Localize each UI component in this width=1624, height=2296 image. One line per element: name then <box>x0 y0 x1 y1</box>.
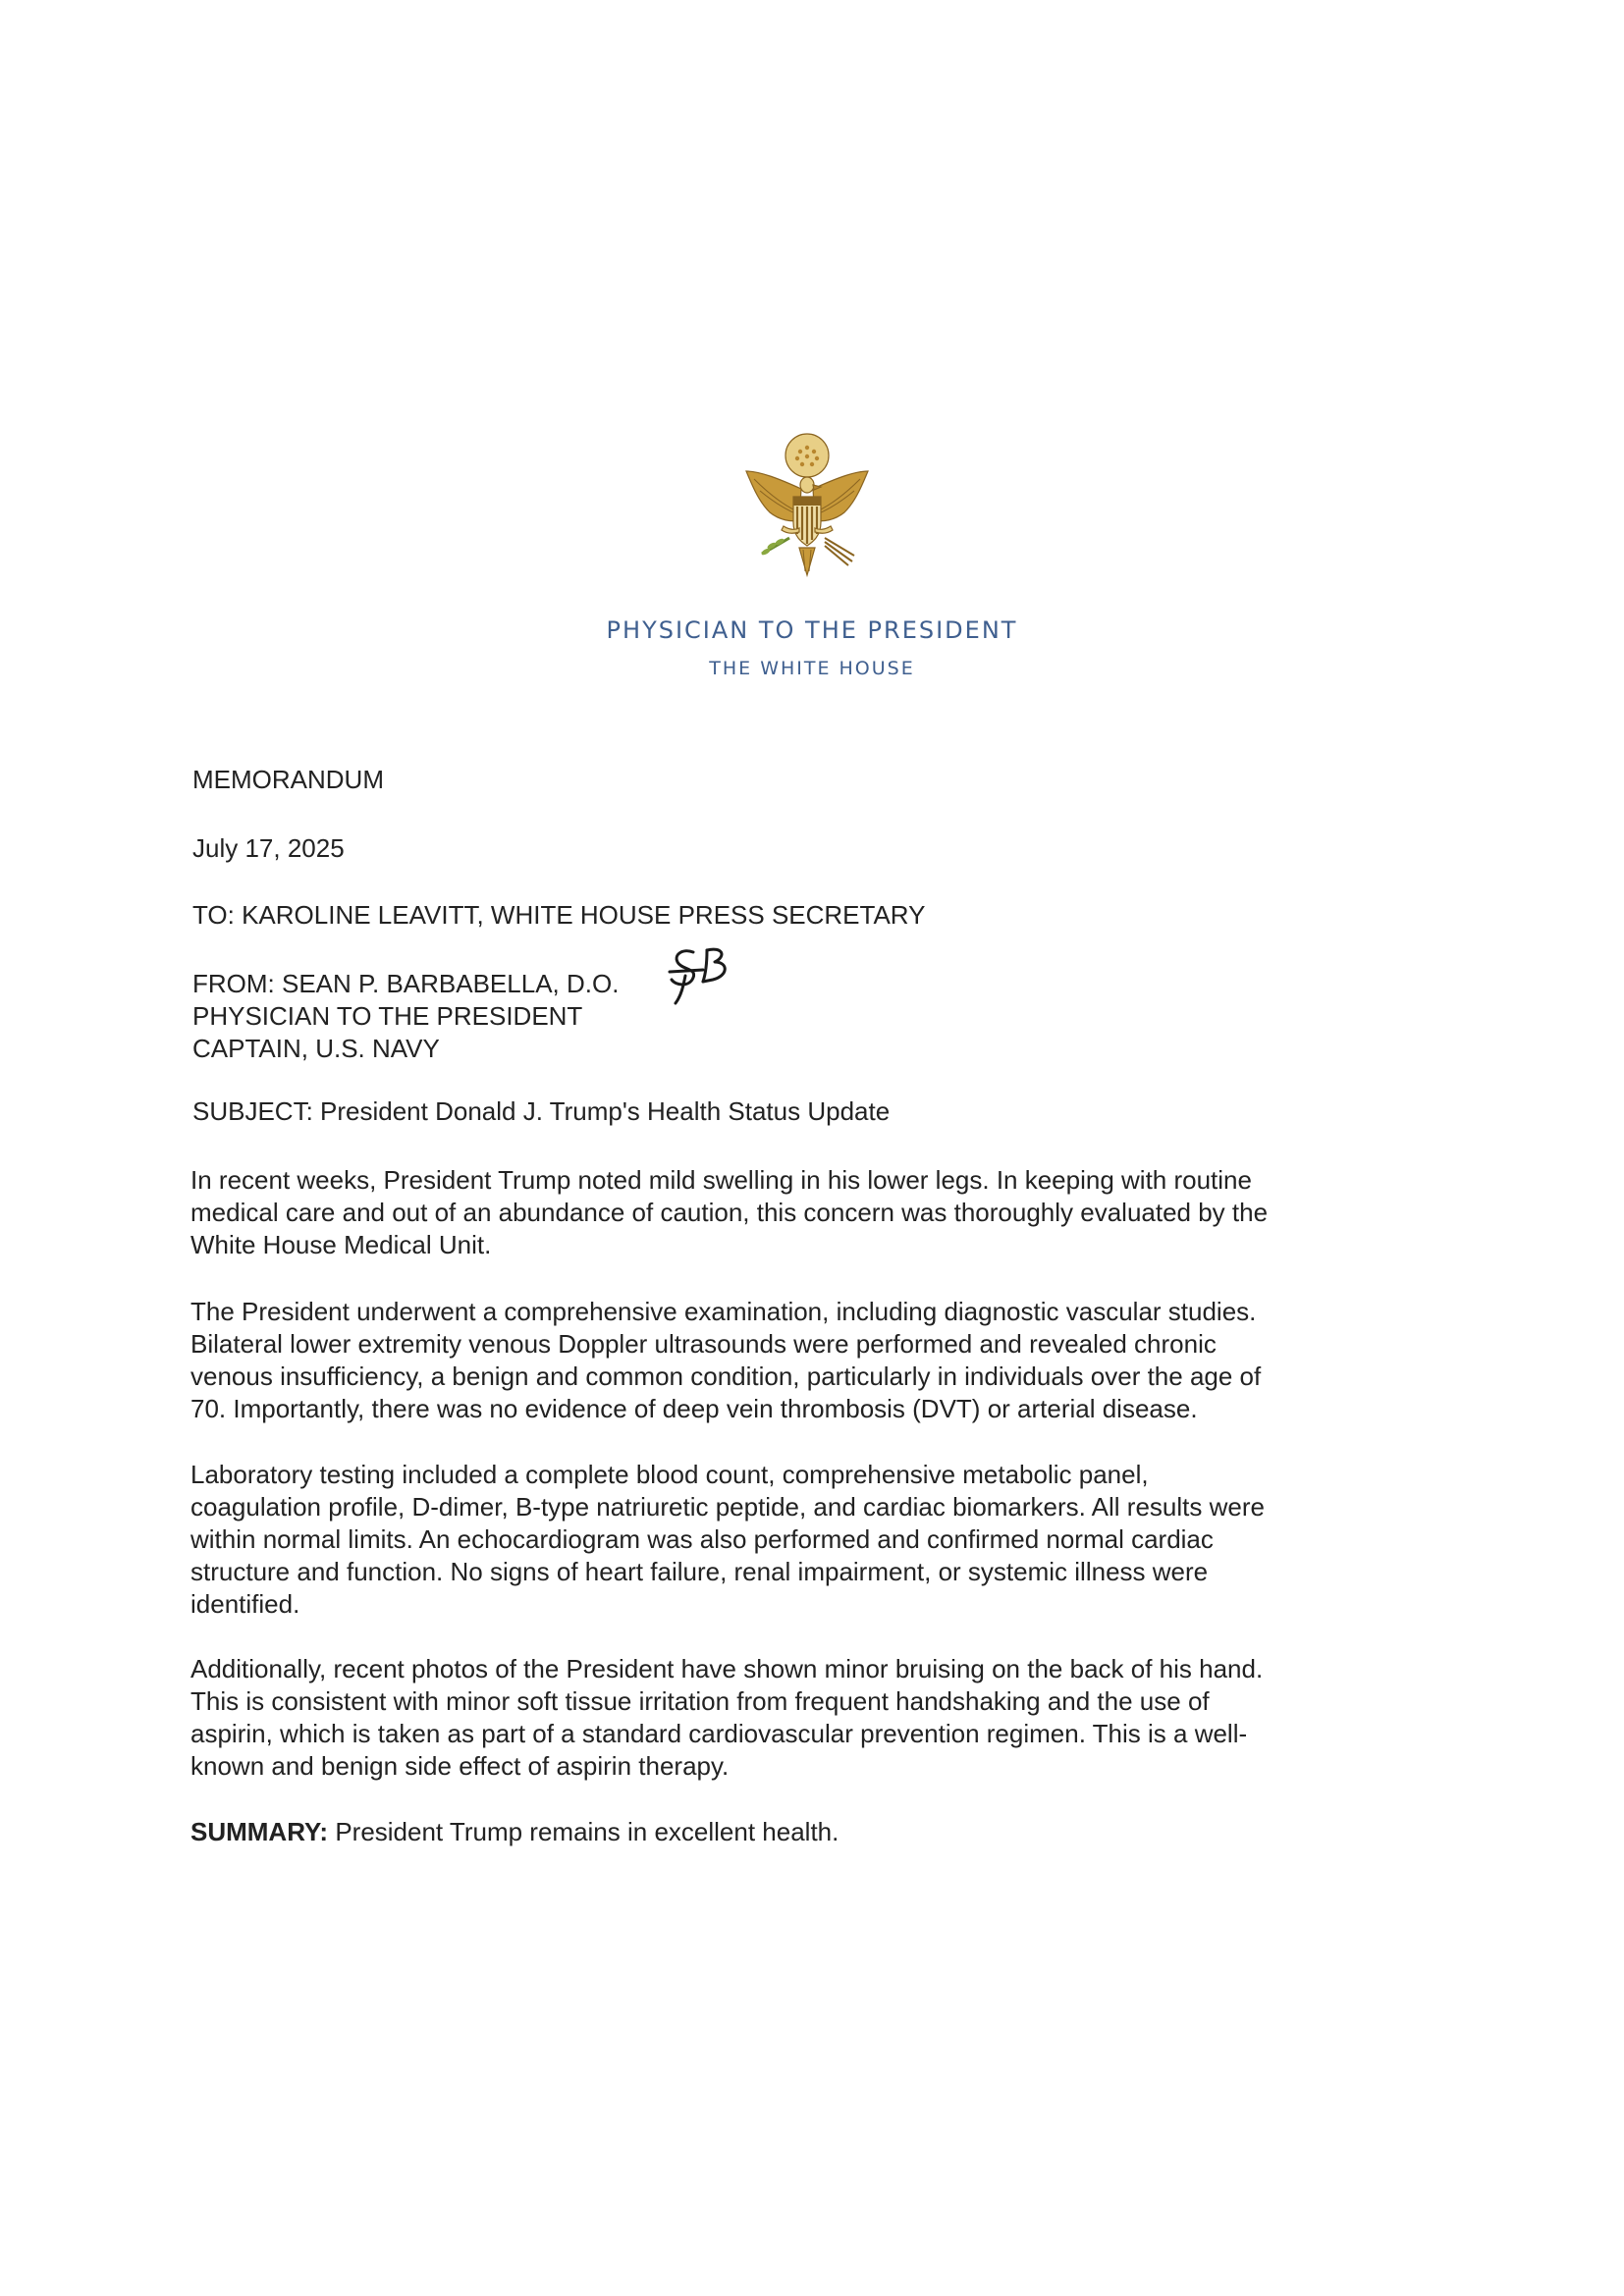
paragraph-line: coagulation profile, D-dimer, B-type natriuretic peptide, and cardiac biomarkers. All results were <box>190 1492 1265 1522</box>
memo-to: TO: KAROLINE LEAVITT, WHITE HOUSE PRESS SECRETARY <box>192 900 926 930</box>
memo-date: July 17, 2025 <box>192 833 345 863</box>
body-paragraph-3 <box>190 1459 1408 1621</box>
paragraph-line: structure and function. No signs of heart failure, renal impairment, or systemic illness were <box>190 1557 1209 1586</box>
memo-from-line3: CAPTAIN, U.S. NAVY <box>192 1034 440 1063</box>
paragraph-line: The President underwent a comprehensive examination, including diagnostic vascular studies. <box>190 1297 1257 1326</box>
memo-from-line2: PHYSICIAN TO THE PRESIDENT <box>192 1001 583 1031</box>
paragraph-line: known and benign side effect of aspirin therapy. <box>190 1751 730 1781</box>
letterhead-subtitle: THE WHITE HOUSE <box>709 658 915 679</box>
great-seal-eagle-icon <box>740 428 874 583</box>
memo-from-line1: FROM: SEAN P. BARBABELLA, D.O. <box>192 969 620 998</box>
paragraph-line: White House Medical Unit. <box>190 1230 492 1259</box>
paragraph-line: venous insufficiency, a benign and common condition, particularly in individuals over the age of <box>190 1362 1262 1391</box>
paragraph-line: Laboratory testing included a complete blood count, comprehensive metabolic panel, <box>190 1460 1149 1489</box>
signature-initials <box>664 942 736 1007</box>
paragraph-line: In recent weeks, President Trump noted mild swelling in his lower legs. In keeping with routine <box>190 1165 1252 1195</box>
summary-text: President Trump remains in excellent health. <box>328 1817 839 1846</box>
summary-line <box>190 1816 1408 1848</box>
paragraph-line: identified. <box>190 1589 300 1619</box>
paragraph-line: 70. Importantly, there was no evidence of deep vein thrombosis (DVT) or arterial disease. <box>190 1394 1198 1423</box>
paragraph-line: Additionally, recent photos of the President have shown minor bruising on the back of his hand. <box>190 1654 1264 1683</box>
paragraph-line: aspirin, which is taken as part of a standard cardiovascular prevention regimen. This is a well- <box>190 1719 1248 1748</box>
memo-heading: MEMORANDUM <box>192 765 384 794</box>
paragraph-line: medical care and out of an abundance of caution, this concern was thoroughly evaluated by the <box>190 1198 1269 1227</box>
summary-label: SUMMARY: <box>190 1817 329 1846</box>
paragraph-line: This is consistent with minor soft tissue irritation from frequent handshaking and the use of <box>190 1686 1210 1716</box>
paragraph-line: within normal limits. An echocardiogram was also performed and confirmed normal cardiac <box>190 1524 1214 1554</box>
paragraph-line: Bilateral lower extremity venous Doppler ultrasounds were performed and revealed chronic <box>190 1329 1217 1359</box>
body-paragraph-4 <box>190 1653 1408 1783</box>
body-paragraph-1 <box>190 1164 1408 1261</box>
letterhead-title: PHYSICIAN TO THE PRESIDENT <box>606 616 1018 644</box>
body-paragraph-2 <box>190 1296 1408 1425</box>
memo-subject: SUBJECT: President Donald J. Trump's Health Status Update <box>192 1096 891 1126</box>
